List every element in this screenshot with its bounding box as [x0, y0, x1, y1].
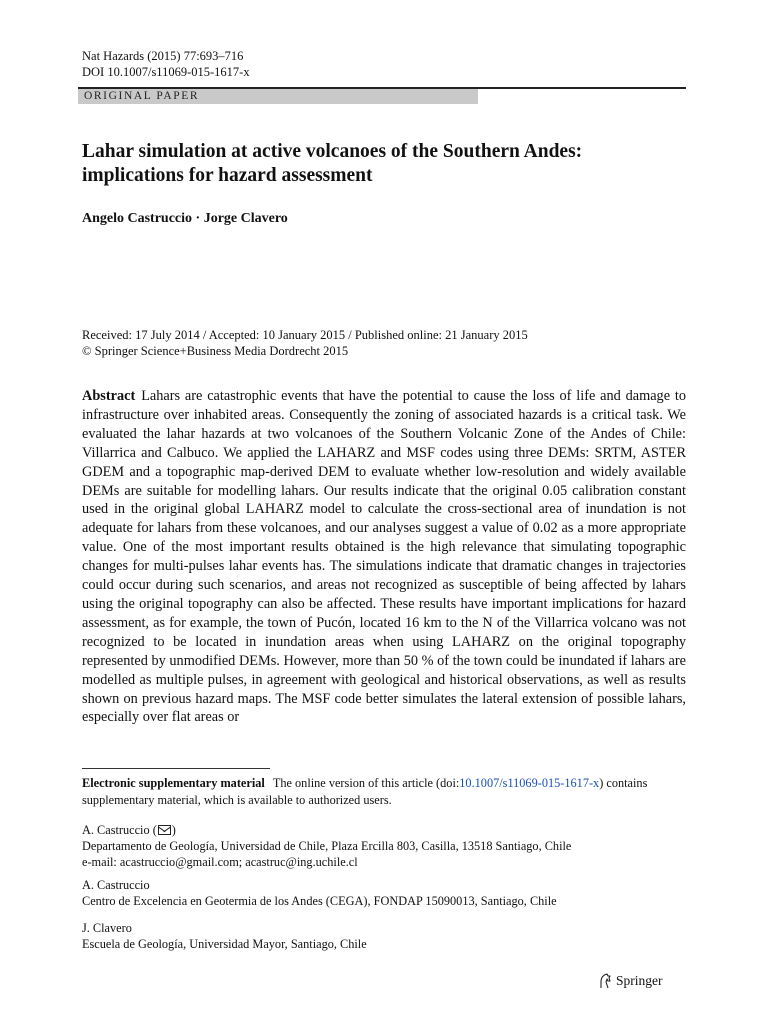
abstract-label: Abstract	[82, 388, 136, 404]
author-list: Angelo Castruccio · Jorge Clavero	[82, 211, 288, 226]
publisher-name: Springer	[616, 973, 663, 988]
affiliation-address: Centro de Excelencia en Geotermia de los Andes (CEGA), FONDAP 15090013, Santiago, Chile	[82, 894, 557, 908]
esm-label: Electronic supplementary material	[82, 776, 265, 790]
paper-type-label: ORIGINAL PAPER	[78, 89, 478, 104]
affiliation-3	[82, 920, 692, 952]
affiliation-name: A. Castruccio	[82, 878, 150, 892]
doi-link[interactable]: 10.1007/s11069-015-1617-x	[459, 776, 600, 790]
affiliation-name: A. Castruccio (	[82, 823, 157, 837]
history-dates: Received: 17 July 2014 / Accepted: 10 January 2015 / Published online: 21 January 2015	[82, 328, 528, 342]
copyright-notice: © Springer Science+Business Media Dordrecht 2015	[82, 344, 349, 358]
article-title: Lahar simulation at active volcanoes of the Southern Andes: implications for hazard assessment	[82, 141, 583, 186]
publication-dates	[82, 327, 692, 359]
article-doi: DOI 10.1007/s11069-015-1617-x	[82, 65, 250, 79]
affiliation-name: J. Clavero	[82, 921, 132, 935]
envelope-icon	[158, 825, 171, 835]
affiliation-address: Escuela de Geología, Universidad Mayor, Santiago, Chile	[82, 937, 367, 951]
affiliation-1	[82, 822, 692, 870]
esm-text: The online version of this article (doi:	[272, 776, 460, 790]
affiliation-email[interactable]: e-mail: acastruccio@gmail.com; acastruc@ing.uchile.cl	[82, 855, 358, 869]
footnote-rule	[82, 768, 270, 769]
journal-citation: Nat Hazards (2015) 77:693–716	[82, 49, 244, 63]
abstract-text: Lahars are catastrophic events that have the potential to cause the loss of life and damage to infrastructure over inhabited areas. Consequently the zoning of associated hazards is a critical task. We evaluated the lahar hazards at two volcanoes of the Southern Volcanic Zone of the Andes of Chile: Villarrica and Calbuco. We applied the LAHARZ and MSF codes using three DEMs: SRTM, ASTER GDEM and a topographic map-derived DEM to evaluate whether low-resolution and widely available DEMs are suitable for modelling lahars. Our results indicate that the original 0.05 calibration constant used in the original global LAHARZ model to calculate the cross-sectional area of inundation is not adequate for lahars from these volcanoes, and our analyses suggest a value of 0.02 as a more appropriate value. One of the most important results obtained is the high relevance that simulating topographic changes for multi-pulses lahar events has. The simulations indicate that dramatic changes in trajectories could occur during such scenarios, and areas not recognized as susceptible of being affected by lahars using the original topography can also be affected. These results have important implications for hazard assessment, as for example, the town of Pucón, located 16 km to the N of the Villarrica volcano was not recognized to be located in inundation areas when using LAHARZ on the original topography represented by unmodified DEMs. However, more than 50 % of the town could be inundated if lahars are modelled as multiple pulses, in agreement with geological and historical observations, as well as results shown on previous hazard maps. The MSF code better simulates the lateral extension of possible lahars, especially over flat areas or	[82, 388, 686, 726]
springer-horse-icon	[598, 973, 612, 989]
supplementary-note	[82, 775, 692, 808]
affiliation-name-end: )	[171, 823, 176, 837]
esm-text-end: ) contains supplementary material, which is available to authorized users.	[82, 776, 648, 807]
affiliation-2	[82, 877, 692, 909]
publisher-logo	[598, 972, 663, 990]
abstract	[82, 387, 686, 727]
affiliation-address: Departamento de Geología, Universidad de Chile, Plaza Ercilla 803, Casilla, 13518 Santiago, Chile	[82, 839, 572, 853]
